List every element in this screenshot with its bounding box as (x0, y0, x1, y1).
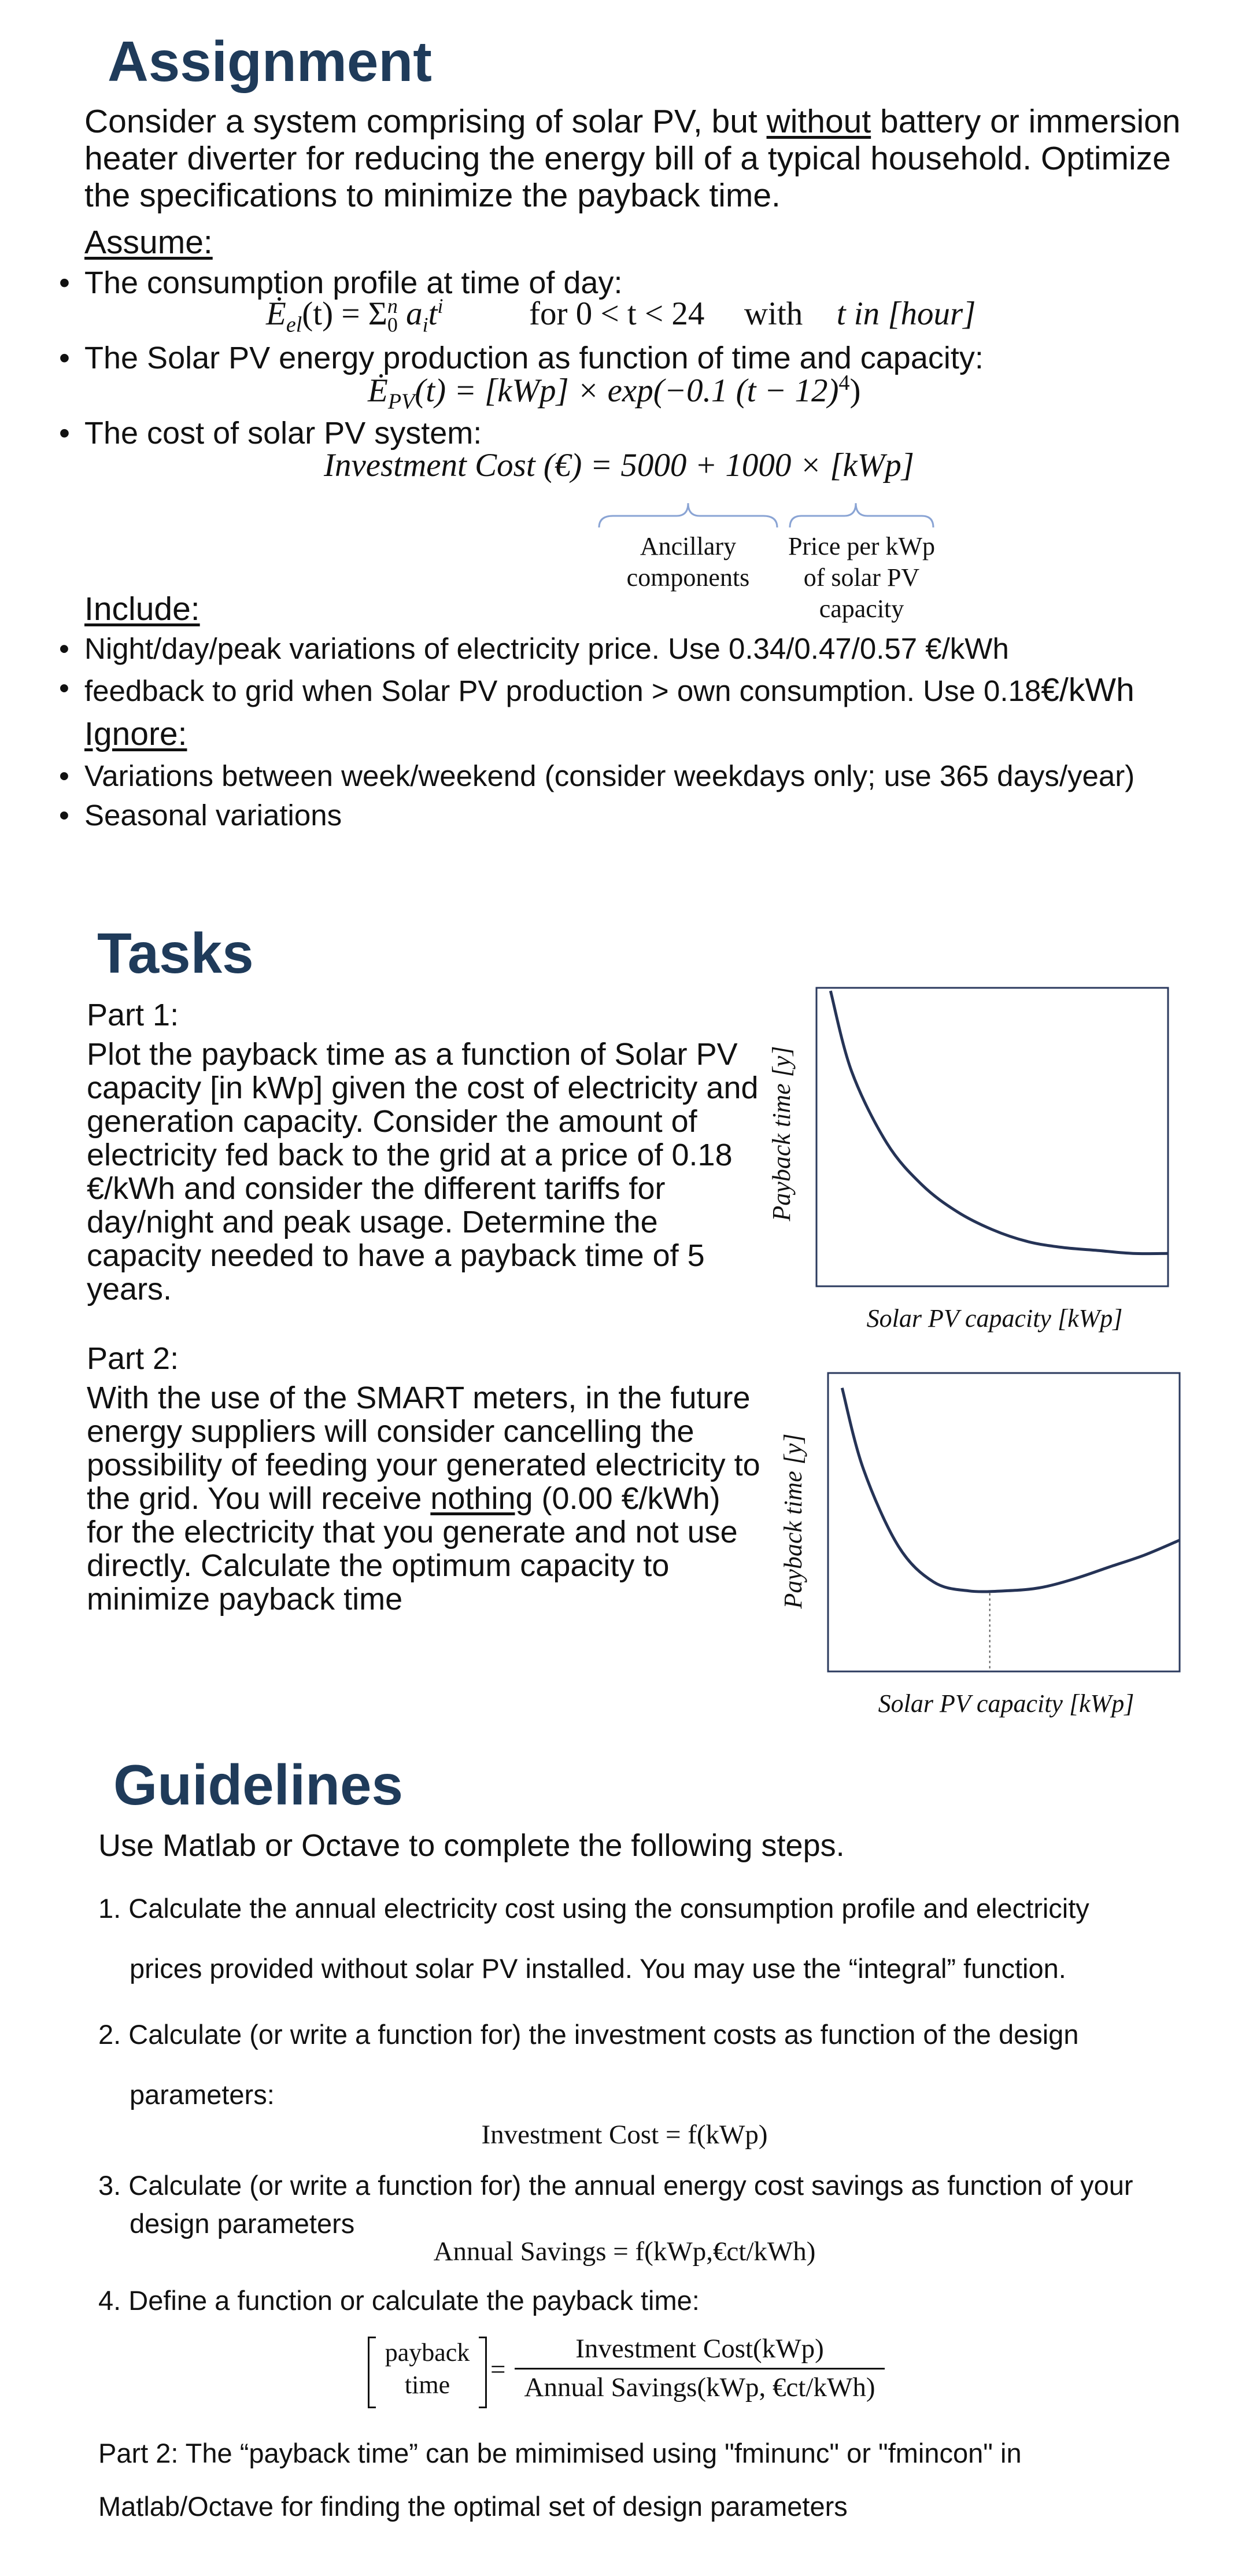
chart2-ylabel: Payback time [y] (779, 1433, 807, 1609)
chart2-frame (828, 1373, 1180, 1671)
bullet-pv-production: • The Solar PV energy production as function of time and capacity: (84, 340, 984, 376)
equation-investment: Investment Cost = f(kWp) (481, 2120, 768, 2150)
assume-label: Assume: (84, 224, 213, 261)
guidelines-title: Guidelines (113, 1753, 404, 1817)
chart2-xlabel: Solar PV capacity [kWp] (878, 1689, 1135, 1718)
part1-text: Plot the payback time as a function of Solar PV capacity [in kWp] given the cost of electricity and generation capacity. Consider the amount of electricity fed back to the grid at a price of 0.18 €/kWh and consider the different tariffs for day/night and peak usage. Determine the capacity needed to have a payback time of 5 years. (87, 1037, 759, 1307)
label-ancillary-components: Ancillary components (626, 532, 750, 592)
equation-savings: Annual Savings = f(kWp,€ct/kWh) (433, 2237, 816, 2267)
include-label: Include: (84, 591, 200, 628)
bullet-seasonal: • Seasonal variations (84, 798, 342, 832)
payback-bracket-ticks (368, 2337, 487, 2408)
part1-label: Part 1: (87, 998, 179, 1032)
guidelines-intro: Use Matlab or Octave to complete the following steps. (98, 1828, 845, 1863)
ignore-label: Ignore: (84, 715, 187, 752)
brace-price-per-kwp (786, 499, 937, 533)
bullet-consumption: • The consumption profile at time of day: (84, 265, 622, 301)
chart1-xlabel: Solar PV capacity [kWp] (866, 1304, 1123, 1333)
fraction-denominator: Annual Savings(kWp, €ct/kWh) (524, 2372, 875, 2402)
bullet-week-weekend: • Variations between week/weekend (consider weekdays only; use 365 days/year) (84, 759, 1135, 793)
chart1-series-line (830, 991, 1168, 1253)
guideline-part2-note: Part 2: The “payback time” can be mimimised using "fminunc" or "fmincon" in Matlab/Octave for finding the optimal set of design parameters (98, 2438, 1022, 2522)
nothing-word: nothing (430, 1481, 533, 1516)
payback-chart-part2 (763, 1348, 1203, 1741)
equation-cost: Investment Cost (€) = 5000 + 1000 × [kWp] (324, 447, 914, 484)
payback-fraction (515, 2333, 885, 2403)
payback-chart-part1 (752, 960, 1191, 1353)
equals-sign: = (490, 2354, 506, 2385)
chart1-frame (816, 988, 1168, 1286)
chart1-ylabel: Payback time [y] (767, 1046, 796, 1221)
payback-bracket: payback time (368, 2337, 487, 2408)
part2-label: Part 2: (87, 1341, 179, 1376)
assignment-intro: Consider a system comprising of solar PV, but without battery or immersion heater diverter for reducing the energy bill of a typical household. Optimize the specifications to minimize the payback time. (84, 103, 1181, 214)
equation-pv: $Ė_{PV}(t) = [kWp] \times \exp(-0.1$ $(t - 12)^4$) (368, 371, 861, 414)
bullet-feedback: • feedback to grid when Solar PV production > own consumption. Use 0.18€/kWh (84, 671, 1135, 709)
guideline-step3: 3. Calculate (or write a function for) the annual energy cost savings as function of your design parameters (98, 2170, 1133, 2239)
brace-ancillary (596, 499, 781, 533)
assignment-title: Assignment (108, 29, 432, 93)
chart2-series-line (842, 1388, 1180, 1592)
label-price-per-kwp: Price per kWp of solar PV capacity (788, 532, 936, 623)
bullet-cost: • The cost of solar PV system: (84, 415, 482, 451)
guideline-step2: 2. Calculate (or write a function for) the investment costs as function of the design parameters: (98, 2019, 1079, 2110)
tasks-title: Tasks (97, 921, 254, 985)
bullet-tariffs: • Night/day/peak variations of electricity price. Use 0.34/0.47/0.57 €/kWh (84, 632, 1009, 666)
guideline-step4: 4. Define a function or calculate the payback time: (98, 2285, 700, 2316)
equation-consumption: $Ė_{el}(t) = \Sigma_0^n$ $a_it^i$ for 0 < t < 24 with t in [hour] (266, 294, 976, 337)
part2-text: With the use of the SMART meters, in the future energy suppliers will consider cancelling the possibility of feeding your generated electricity to the grid. You will receive nothing (0.00 €/kWh) for the electricity that you generate and not use directly. Calculate the optimum capacity to minimize payback time (87, 1381, 760, 1617)
guideline-step1: 1. Calculate the annual electricity cost using the consumption profile and electricity prices provided without solar PV installed. You may use the “integral” function. (98, 1893, 1089, 1984)
without-word: without (766, 103, 871, 140)
fraction-numerator: Investment Cost(kWp) (575, 2334, 824, 2364)
